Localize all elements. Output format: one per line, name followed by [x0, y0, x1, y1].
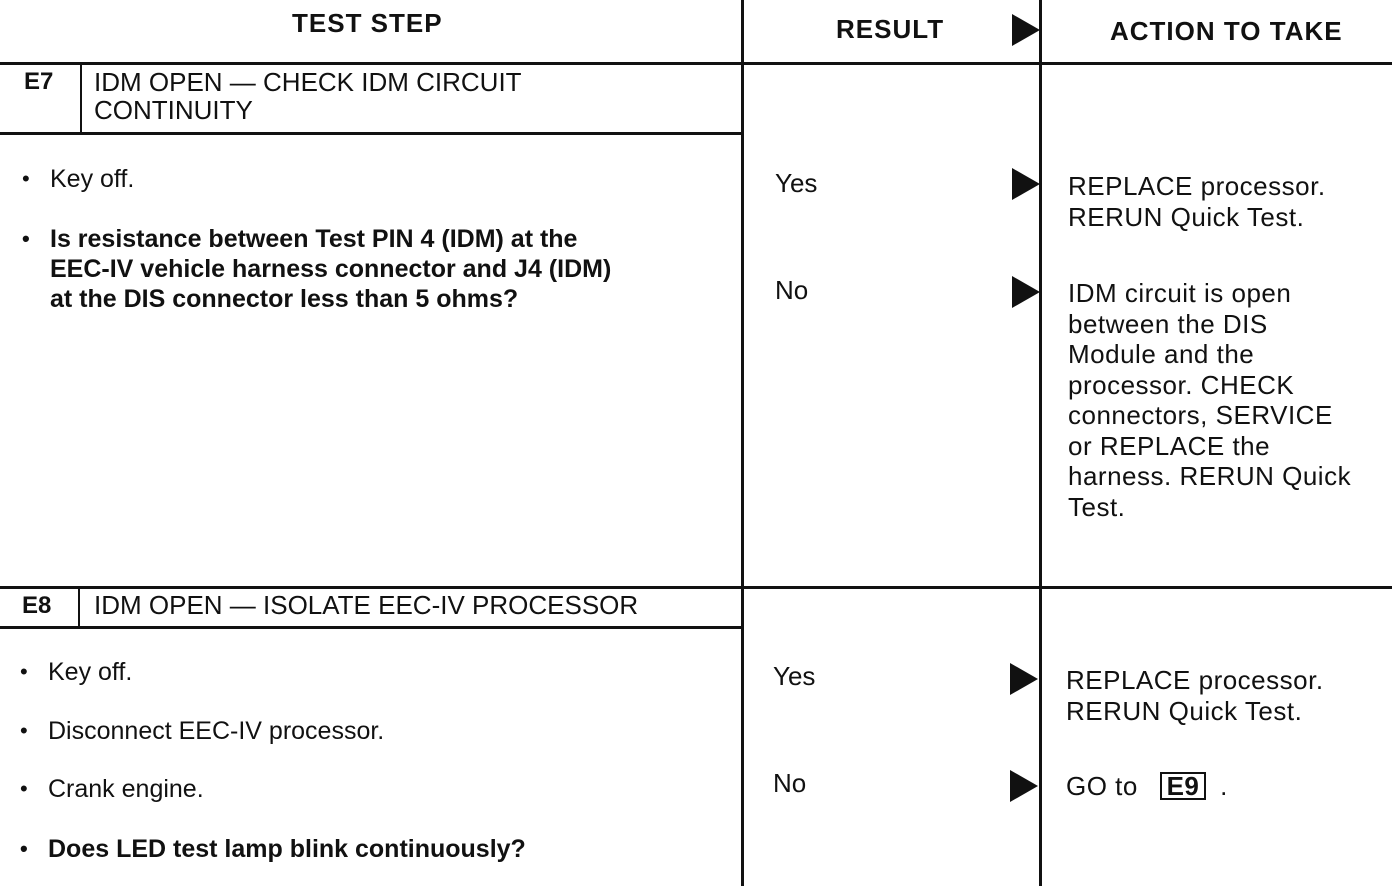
e7-instruction-2-line-1: Is resistance between Test PIN 4 (IDM) at the: [50, 225, 578, 253]
e8-action-yes: [1066, 665, 1324, 726]
e7-action-no-line-6: or REPLACE the: [1068, 430, 1271, 461]
e7-instruction-1-text: Key off.: [50, 165, 135, 193]
e8-instruction-2-text: Disconnect EEC-IV processor.: [48, 717, 385, 745]
header-rule: [0, 62, 1392, 65]
bullet-icon: •: [20, 718, 28, 743]
e8-instruction-3-text: Crank engine.: [48, 775, 204, 803]
e7-title-box-bottom: [0, 132, 742, 135]
e8-action-yes-line-2: RERUN Quick Test.: [1066, 695, 1303, 726]
e7-instruction-2-line-2: EEC-IV vehicle harness connector and J4 (IDM): [50, 255, 612, 283]
e7-id-divider: [80, 63, 82, 133]
e7-result-yes: Yes: [775, 168, 818, 198]
e7-action-yes: [1068, 171, 1326, 232]
e8-instruction-4-text: Does LED test lamp blink continuously?: [48, 835, 526, 863]
header-arrow-icon: [1012, 14, 1040, 46]
e8-yes-arrow-icon: [1010, 663, 1038, 695]
header-test-step: TEST STEP: [292, 8, 443, 38]
e8-title-box-bottom: [0, 626, 742, 629]
e7-action-yes-line-1: REPLACE processor.: [1068, 171, 1326, 201]
bullet-icon: •: [22, 166, 30, 191]
bullet-icon: •: [20, 659, 28, 684]
e7-instruction-2-line-3: at the DIS connector less than 5 ohms?: [50, 285, 519, 313]
e7-action-no-line-2: between the DIS: [1068, 308, 1268, 339]
column-divider-right: [1039, 0, 1042, 886]
e7-no-arrow-icon: [1012, 276, 1040, 308]
e8-id-divider: [78, 588, 80, 628]
e8-action-no-prefix: GO to: [1066, 771, 1138, 801]
e7-action-no-line-5: connectors, SERVICE: [1068, 400, 1333, 430]
e7-action-yes-line-2: RERUN Quick Test.: [1068, 201, 1305, 232]
bullet-icon: •: [22, 226, 30, 251]
e7-result-no: No: [775, 275, 809, 305]
header-action: ACTION TO TAKE: [1110, 16, 1343, 46]
e8-result-yes: Yes: [773, 661, 816, 691]
bullet-icon: •: [20, 776, 28, 801]
e7-yes-arrow-icon: [1012, 168, 1040, 200]
e8-instruction-1-text: Key off.: [48, 658, 133, 686]
e8-instruction-1: [20, 657, 132, 687]
e8-instruction-4: [20, 834, 526, 864]
e7-step-title-line-1: IDM OPEN — CHECK IDM CIRCUIT: [94, 67, 522, 97]
e8-action-no: [1066, 771, 1228, 802]
header-result: RESULT: [836, 14, 945, 44]
e8-instruction-2: [20, 716, 384, 746]
e8-no-arrow-icon: [1010, 770, 1038, 802]
e7-instruction-2: [22, 224, 611, 314]
e7-step-id: E7: [24, 68, 54, 95]
e8-action-yes-line-1: REPLACE processor.: [1066, 665, 1324, 695]
bullet-icon: •: [20, 836, 28, 861]
e8-result-no: No: [773, 768, 807, 798]
e7-action-no: [1068, 278, 1351, 522]
e8-step-id: E8: [22, 592, 52, 619]
e7-step-title-line-2: CONTINUITY: [94, 95, 253, 125]
e7-action-no-line-1: IDM circuit is open: [1068, 278, 1292, 308]
e8-step-title: IDM OPEN — ISOLATE EEC-IV PROCESSOR: [94, 590, 639, 620]
e7-instruction-1: [22, 164, 134, 194]
e7-action-no-line-7: harness. RERUN Quick: [1068, 461, 1352, 491]
e8-instruction-3: [20, 774, 204, 804]
step-divider: [0, 586, 1392, 589]
e8-action-no-suffix: .: [1220, 771, 1228, 801]
e9-step-reference[interactable]: E9: [1160, 772, 1207, 800]
e7-action-no-line-8: Test.: [1068, 491, 1126, 522]
e7-action-no-line-4: processor. CHECK: [1068, 369, 1295, 400]
e7-action-no-line-3: Module and the: [1068, 339, 1255, 369]
